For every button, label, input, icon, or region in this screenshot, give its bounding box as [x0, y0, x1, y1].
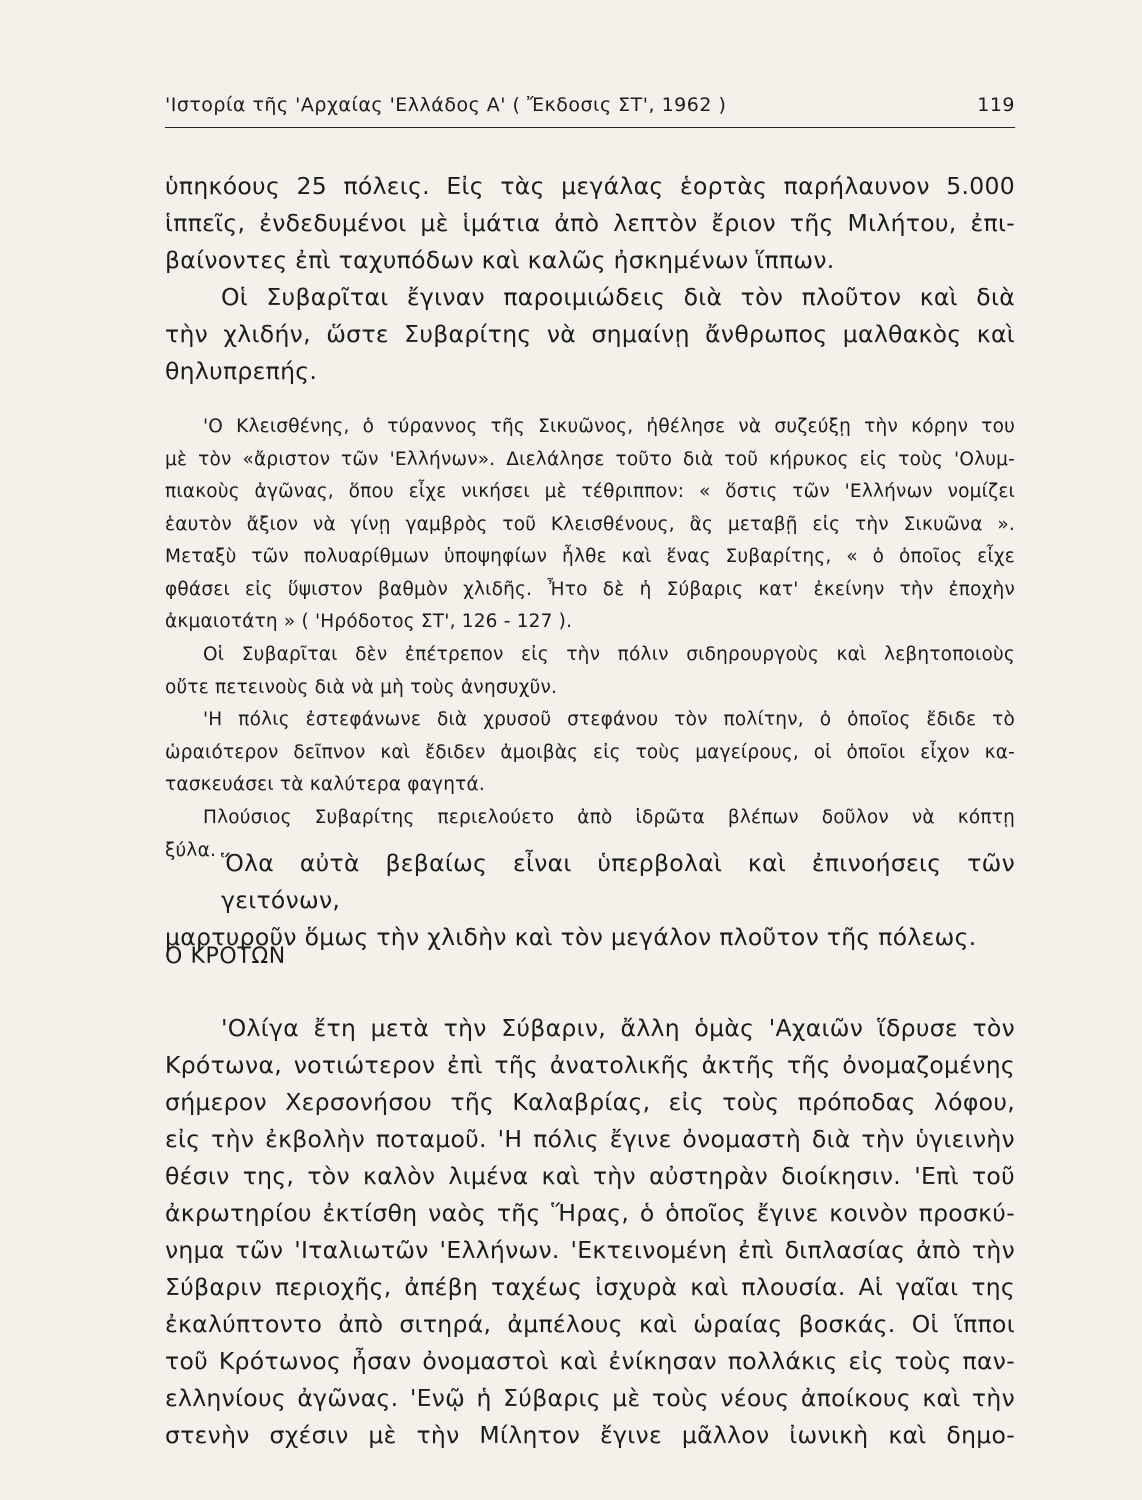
text-line: ἐκαλύπτοντο ἀπὸ σιτηρά, ἀμπέλους καὶ ὡραίας βοσκάς. Οἱ ἵπποι	[165, 1310, 1015, 1338]
header-rule	[165, 127, 1015, 128]
text-line: 'Ο Κλεισθένης, ὁ τύραννος τῆς Σικυῶνος, ἠθέλησε νὰ συζεύξῃ τὴν κόρην του	[203, 416, 1015, 437]
text-line: θέσιν της, τὸν καλὸν λιμένα καὶ τὴν αὐστηρὰν διοίκησιν. 'Επὶ τοῦ	[165, 1162, 1015, 1190]
text-line: ἑαυτὸν ἄξιον νὰ γίνῃ γαμβρὸς τοῦ Κλεισθένους, ἂς μεταβῇ εἰς τὴν Σικυῶνα ».	[165, 513, 1015, 535]
note-kleisthenes	[165, 411, 1015, 639]
text-line: φθάσει εἰς ὕψιστον βαθμὸν χλιδῆς. Ἦτο δὲ ἡ Σύβαρις κατ' ἐκείνην τὴν ἐποχὴν	[165, 578, 1015, 600]
text-line: τοῦ Κρότωνος ἦσαν ὀνομαστοὶ καὶ ἐνίκησαν πολλάκις εἰς τοὺς παν-	[165, 1347, 1015, 1375]
text-line: Σύβαριν περιοχῆς, ἀπέβη ταχέως ἰσχυρὰ καὶ πλουσία. Αἱ γαῖαι της	[165, 1273, 1015, 1301]
text-line: βαίνοντες ἐπὶ ταχυπόδων καὶ καλῶς ἠσκημένων ἵππων.	[165, 246, 835, 274]
text-line: σήμερον Χερσονήσου τῆς Καλαβρίας, εἰς τοὺς πρόποδας λόφου,	[165, 1088, 1015, 1116]
header-title: 'Ιστορία τῆς 'Αρχαίας 'Ελλάδος Α' ( Ἔκδοσις ΣΤ', 1962 )	[165, 94, 727, 116]
text-line: 'Η πόλις ἐστεφάνωνε διὰ χρυσοῦ στεφάνου τὸν πολίτην, ὁ ὁποῖος ἔδιδε τὸ	[203, 709, 1015, 730]
text-line: τὴν χλιδήν, ὥστε Συβαρίτης νὰ σημαίνῃ ἄνθρωπος μαλθακὸς καὶ	[165, 320, 1015, 348]
paragraph-4	[165, 1010, 1015, 1454]
text-line: ὡραιότερον δεῖπνον καὶ ἔδιδεν ἀμοιβὰς εἰς τοὺς μαγείρους, οἱ ὁποῖοι εἶχον κα-	[165, 741, 1015, 763]
text-line: ελληνίους ἀγῶνας. 'Ενῷ ἡ Σύβαρις μὲ τοὺς νέους ἀποίκους καὶ τὴν	[165, 1384, 1015, 1412]
text-line: τασκευάσει τὰ καλύτερα φαγητά.	[165, 774, 485, 795]
note-crown	[165, 704, 1015, 802]
text-line: Πλούσιος Συβαρίτης περιελούετο ἀπὸ ἱδρῶτα βλέπων δοῦλον νὰ κόπτῃ	[203, 807, 1015, 828]
text-line: ἱππεῖς, ἐνδεδυμένοι μὲ ἱμάτια ἀπὸ λεπτὸν ἔριον τῆς Μιλήτου, ἐπι-	[165, 209, 1015, 237]
note-smiths	[165, 639, 1015, 704]
paragraph-2	[165, 279, 1015, 390]
text-line: μὲ τὸν «ἄριστον τῶν 'Ελλήνων». Διελάλησε τοῦτο διὰ τοῦ κήρυκος εἰς τοὺς 'Ολυμ-	[165, 448, 1015, 470]
text-line: θηλυπρεπής.	[165, 357, 318, 385]
text-line: ἀκμαιοτάτη » ( 'Ηρόδοτος ΣΤ', 126 - 127 ).	[165, 611, 573, 632]
text-line: πιακοὺς ἀγῶνας, ὅπου εἶχε νικήσει μὲ τέθριππον: « ὅστις τῶν 'Ελλήνων νομίζει	[165, 481, 1015, 502]
text-line: 'Ολίγα ἔτη μετὰ τὴν Σύβαριν, ἄλλη ὁμὰς 'Αχαιῶν ἵδρυσε τὸν	[221, 1014, 1015, 1042]
text-line: νημα τῶν 'Ιταλιωτῶν 'Ελλήνων. 'Εκτεινομένη ἐπὶ διπλασίας ἀπὸ τὴν	[165, 1236, 1015, 1264]
text-line: Μεταξὺ τῶν πολυαρίθμων ὑποψηφίων ἦλθε καὶ ἕνας Συβαρίτης, « ὁ ὁποῖος εἶχε	[165, 546, 1015, 567]
text-line: ἀκρωτηρίου ἐκτίσθη ναὸς τῆς Ἥρας, ὁ ὁποῖος ἔγινε κοινὸν προσκύ-	[165, 1199, 1015, 1227]
section-heading: Ο ΚΡΟΤΩΝ	[165, 944, 286, 969]
text-line: Οἱ Συβαρῖται δὲν ἐπέτρεπον εἰς τὴν πόλιν σιδηρουργοὺς καὶ λεβητοποιοὺς	[203, 644, 1015, 665]
text-line: ξύλα.	[165, 839, 217, 861]
page-number: 119	[977, 94, 1015, 116]
text-line: Οἱ Συβαρῖται ἔγιναν παροιμιώδεις διὰ τὸν πλοῦτον καὶ διὰ	[221, 283, 1015, 311]
paragraph-3	[165, 845, 1015, 956]
text-line: οὔτε πετεινοὺς διὰ νὰ μὴ τοὺς ἀνησυχῦν.	[165, 676, 558, 698]
text-line: Ὅλα αὐτὰ βεβαίως εἶναι ὑπερβολαὶ καὶ ἐπινοήσεις τῶν γειτόνων,	[221, 849, 1015, 914]
text-line: ὑπηκόους 25 πόλεις. Εἰς τὰς μεγάλας ἑορτὰς παρήλαυνον 5.000	[165, 172, 1015, 200]
text-line: μαρτυροῦν ὅμως τὴν χλιδὴν καὶ τὸν μεγάλον πλοῦτον τῆς πόλεως.	[165, 923, 977, 951]
text-line: εἰς τὴν ἐκβολὴν ποταμοῦ. 'Η πόλις ἔγινε ὀνομαστὴ διὰ τὴν ὑγιεινὴν	[165, 1125, 1015, 1153]
text-line: στενὴν σχέσιν μὲ τὴν Μίλητον ἔγινε μᾶλλον ἰωνικὴ καὶ δημο-	[165, 1421, 1015, 1449]
running-header	[165, 94, 1015, 122]
paragraph-1	[165, 168, 1015, 279]
text-line: Κρότωνα, νοτιώτερον ἐπὶ τῆς ἀνατολικῆς ἀκτῆς τῆς ὀνομαζομένης	[165, 1051, 1015, 1079]
